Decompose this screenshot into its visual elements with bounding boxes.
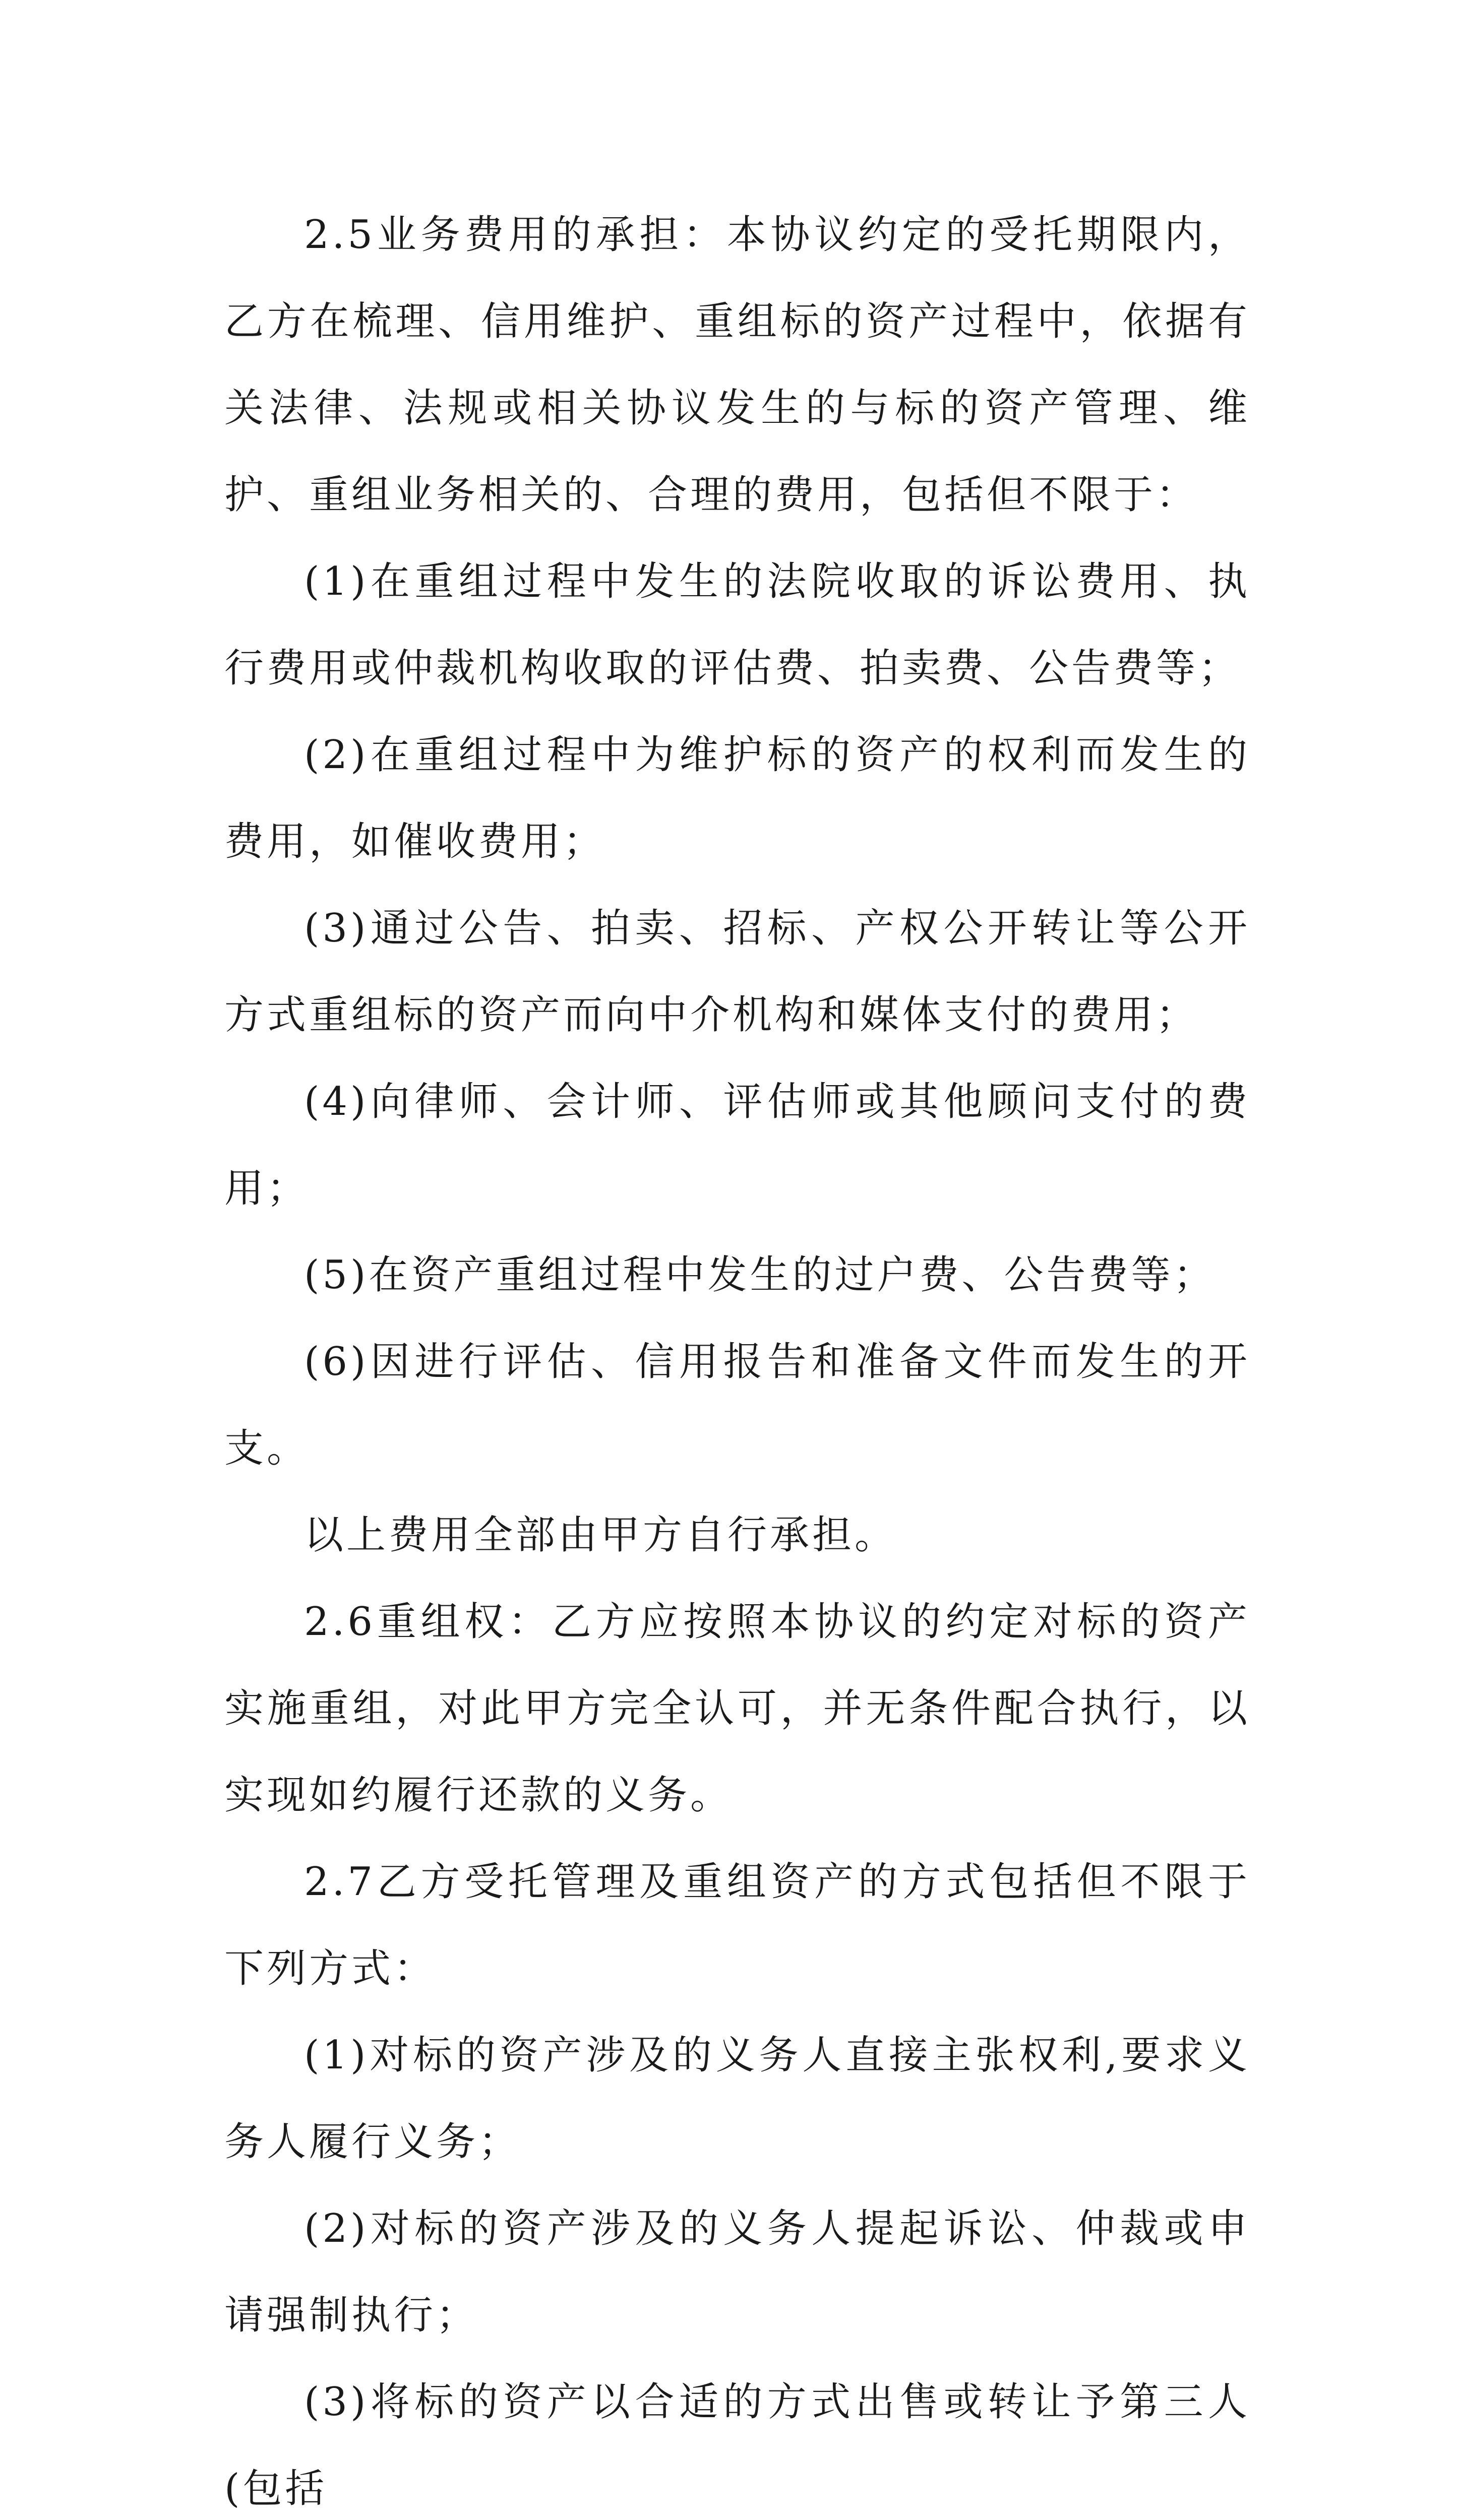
paragraph-item-1-litigation-fees: (1)在重组过程中发生的法院收取的诉讼费用、执行费用或仲裁机构收取的评估费、拍卖费、公告费等；	[224, 559, 1250, 691]
paragraph-item-6-report-expenses: (6)因进行评估、信用报告和准备文件而发生的开支。	[224, 1339, 1250, 1471]
paragraph-expenses-borne-by-party-a: 以上费用全部由甲方自行承担。	[304, 1513, 897, 1558]
paragraph-2-5-expenses: 2.5业务费用的承担：本协议约定的受托期限内，乙方在梳理、信用维护、重组标的资产过程中，依据有关法律、法规或相关协议发生的与标的资产管理、维护、重组业务相关的、合理的费用，包括但不限于：	[224, 212, 1250, 518]
paragraph-2-7-methods: 2.7乙方受托管理及重组资产的方式包括但不限于下列方式：	[224, 1859, 1250, 1991]
paragraph-item-5-registration-fees: (5)在资产重组过程中发生的过户费、公告费等；	[304, 1252, 1216, 1298]
paragraph-item-3-transfer-fees: (3)通过公告、拍卖、招标、产权公开转让等公开方式重组标的资产而向中介机构和媒体支付的费用；	[224, 906, 1250, 1038]
document-body	[224, 192, 1250, 2520]
paragraph-method-1-claim-rights: (1)对标的资产涉及的义务人直接主张权利,要求义务人履行义务；	[224, 2033, 1250, 2165]
paragraph-method-2-litigation: (2)对标的资产涉及的义务人提起诉讼、仲裁或申请强制执行；	[224, 2206, 1250, 2338]
paragraph-2-6-restructuring-right: 2.6重组权：乙方应按照本协议的约定对标的资产实施重组，对此甲方完全认可，并无条件配合执行，以实现如约履行还款的义务。	[224, 1599, 1250, 1818]
paragraph-item-4-advisor-fees: (4)向律师、会计师、评估师或其他顾问支付的费用；	[224, 1079, 1250, 1211]
paragraph-item-2-collection-fees: (2)在重组过程中为维护标的资产的权利而发生的费用，如催收费用；	[224, 732, 1250, 864]
paragraph-method-3-sale-transfer: (3)将标的资产以合适的方式出售或转让予第三人(包括	[224, 2379, 1250, 2511]
